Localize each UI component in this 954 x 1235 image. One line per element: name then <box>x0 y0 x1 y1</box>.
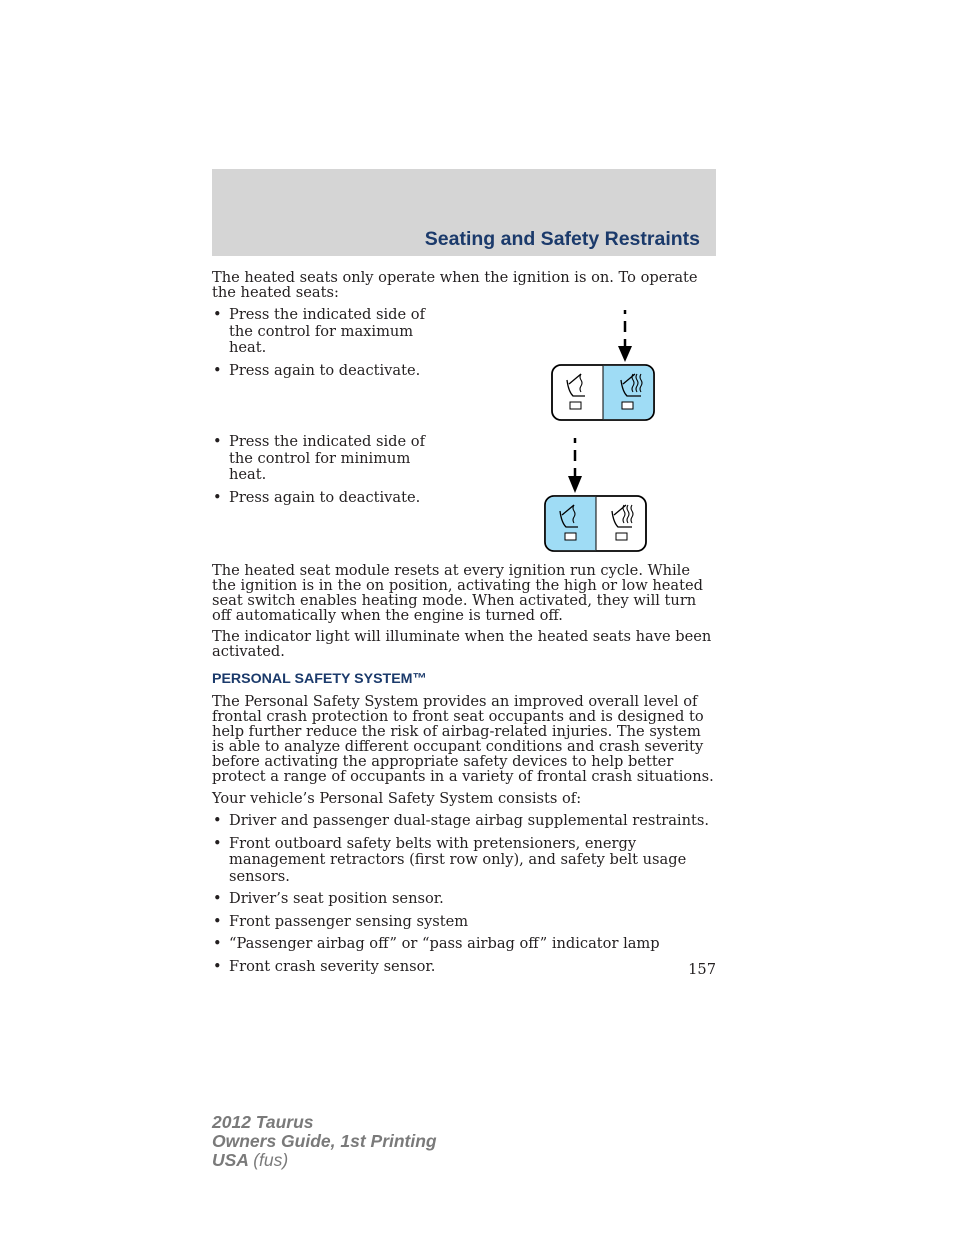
chapter-title: Seating and Safety Restraints <box>424 228 700 250</box>
list-item: • Press the indicated side of the control for minimum heat. <box>212 434 452 484</box>
footer-code: (fus) <box>253 1150 289 1170</box>
pss-paragraph: The Personal Safety System provides an improved overall level of frontal crash protection to front seat occupants and is designed to help further reduce the risk of airbag-related injuries. The system is able to analyze different occupant conditions and crash severity before activating the appropriate safety devices to help better protect a range of occupants in a variety of frontal crash situations. <box>212 693 714 785</box>
list-item: • Press again to deactivate. <box>212 363 452 380</box>
list-item: • Driver’s seat position sensor. <box>212 891 716 908</box>
heated-seat-switch-low-side-icon <box>539 436 659 556</box>
pss-components-list <box>212 813 716 975</box>
page-number: 157 <box>688 961 716 978</box>
consists-of-text: Your vehicle’s Personal Safety System consists of: <box>212 790 582 807</box>
footer-edition: Owners Guide, 1st Printing <box>212 1131 437 1151</box>
footer-country: USA <box>212 1150 249 1170</box>
list-item: • Press again to deactivate. <box>212 490 452 507</box>
list-item: • Front outboard safety belts with pretensioners, energy management retractors (first row only), and safety belt usage sensors. <box>212 836 716 886</box>
list-item: • Driver and passenger dual-stage airbag supplemental restraints. <box>212 813 716 830</box>
list-item: • Press the indicated side of the control for maximum heat. <box>212 307 452 357</box>
reset-paragraph: The heated seat module resets at every ignition run cycle. While the ignition is in the on position, activating the high or low heated seat switch enables heating mode. When activated, they will turn off automatically when the engine is turned off. <box>212 562 703 624</box>
heated-seat-switch-high-side-icon <box>545 308 665 426</box>
list-item: • “Passenger airbag off” or “pass airbag off” indicator lamp <box>212 936 716 953</box>
chapter-header-band <box>212 169 716 256</box>
footer-model: 2012 Taurus <box>212 1112 314 1132</box>
indicator-paragraph: The indicator light will illuminate when the heated seats have been activated. <box>212 628 712 660</box>
intro-paragraph: The heated seats only operate when the ignition is on. To operate the heated seats: <box>212 269 698 301</box>
footer-market <box>212 1151 437 1170</box>
section-heading: PERSONAL SAFETY SYSTEM™ <box>212 671 427 687</box>
list-item: • Front passenger sensing system <box>212 914 716 931</box>
list-item: • Front crash severity sensor. <box>212 959 716 976</box>
footer-imprint <box>212 1113 437 1170</box>
min-heat-instructions <box>212 434 452 506</box>
max-heat-instructions <box>212 307 452 379</box>
